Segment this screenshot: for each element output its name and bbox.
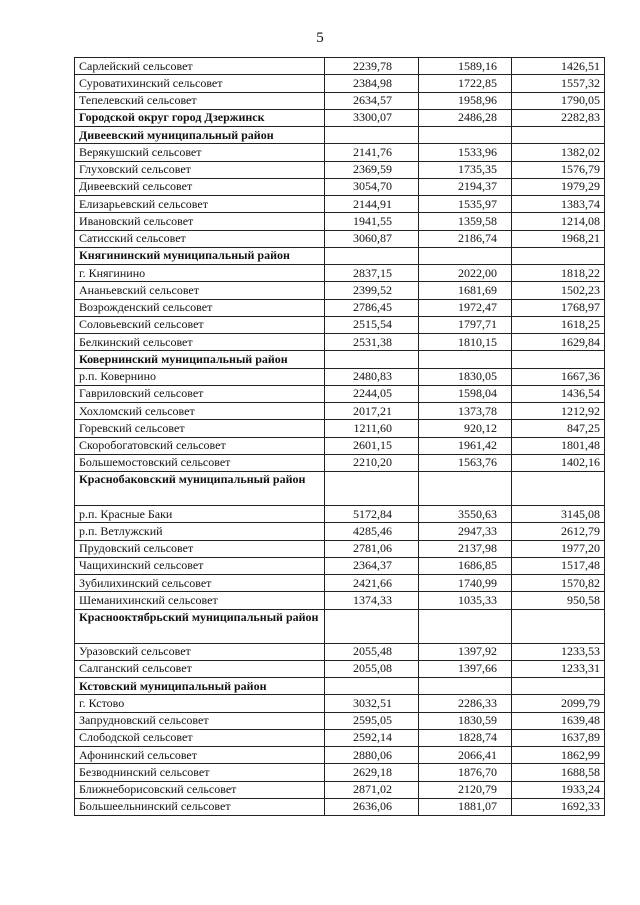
row-value-2-cell: 1359,58 — [419, 213, 512, 230]
row-name-cell: р.п. Ковернино — [75, 368, 325, 385]
table-row — [75, 643, 605, 660]
row-name-cell: Дивеевский сельсовет — [75, 178, 325, 195]
row-name-cell: Городской округ город Дзержинск — [75, 109, 325, 126]
row-value-3-cell: 1382,02 — [512, 144, 605, 161]
row-value-3-cell: 1667,36 — [512, 368, 605, 385]
row-value-3-cell: 1629,84 — [512, 334, 605, 351]
row-value-2-cell: 1740,99 — [419, 575, 512, 592]
row-value-1-cell: 2399,52 — [325, 282, 419, 299]
row-value-3-cell: 1214,08 — [512, 213, 605, 230]
row-value-3-cell: 2099,79 — [512, 695, 605, 712]
row-name-cell: р.п. Красные Баки — [75, 506, 325, 523]
row-value-1-cell — [325, 609, 419, 643]
row-value-1-cell — [325, 351, 419, 368]
row-value-1-cell: 2515,54 — [325, 316, 419, 333]
row-value-2-cell: 1735,35 — [419, 161, 512, 178]
table-row — [75, 523, 605, 540]
row-name-cell: Елизарьевский сельсовет — [75, 196, 325, 213]
row-value-3-cell: 1557,32 — [512, 75, 605, 92]
row-value-2-cell: 1958,96 — [419, 92, 512, 109]
table-body — [75, 58, 605, 816]
table-row — [75, 316, 605, 333]
row-name-cell: Ковернинский муниципальный район — [75, 351, 325, 368]
row-value-2-cell: 2194,37 — [419, 178, 512, 195]
row-name-cell: г. Княгинино — [75, 265, 325, 282]
table-row — [75, 334, 605, 351]
row-value-1-cell: 3054,70 — [325, 178, 419, 195]
row-name-cell: Сатисский сельсовет — [75, 230, 325, 247]
row-value-2-cell: 2120,79 — [419, 781, 512, 798]
row-value-2-cell: 1598,04 — [419, 385, 512, 402]
row-value-1-cell: 4285,46 — [325, 523, 419, 540]
table-row — [75, 385, 605, 402]
row-value-3-cell: 1383,74 — [512, 196, 605, 213]
row-value-3-cell: 1233,31 — [512, 660, 605, 677]
row-value-2-cell: 2066,41 — [419, 747, 512, 764]
row-value-1-cell: 2384,98 — [325, 75, 419, 92]
row-name-cell: Княгининский муниципальный район — [75, 247, 325, 264]
section-header-row — [75, 109, 605, 126]
table-row — [75, 92, 605, 109]
row-value-1-cell: 2239,78 — [325, 58, 419, 75]
table-row — [75, 58, 605, 75]
row-value-2-cell: 1535,97 — [419, 196, 512, 213]
row-value-1-cell: 3060,87 — [325, 230, 419, 247]
row-value-3-cell — [512, 472, 605, 506]
row-value-1-cell: 2055,48 — [325, 643, 419, 660]
row-value-3-cell: 1436,54 — [512, 385, 605, 402]
table-row — [75, 75, 605, 92]
table-row — [75, 230, 605, 247]
row-name-cell: Большеельнинский сельсовет — [75, 798, 325, 815]
row-value-1-cell: 2421,66 — [325, 575, 419, 592]
row-value-1-cell: 3300,07 — [325, 109, 419, 126]
row-value-1-cell: 2055,08 — [325, 660, 419, 677]
row-value-2-cell: 1533,96 — [419, 144, 512, 161]
row-value-3-cell — [512, 678, 605, 695]
table-row — [75, 196, 605, 213]
row-value-3-cell: 1426,51 — [512, 58, 605, 75]
row-value-2-cell: 3550,63 — [419, 506, 512, 523]
row-value-2-cell: 1876,70 — [419, 764, 512, 781]
row-value-2-cell: 2137,98 — [419, 540, 512, 557]
table-row — [75, 420, 605, 437]
row-value-3-cell: 1637,89 — [512, 729, 605, 746]
row-value-2-cell: 1830,59 — [419, 712, 512, 729]
row-value-1-cell: 2480,83 — [325, 368, 419, 385]
row-name-cell: Тепелевский сельсовет — [75, 92, 325, 109]
row-value-1-cell: 1211,60 — [325, 420, 419, 437]
table-row — [75, 660, 605, 677]
row-name-cell: Салганский сельсовет — [75, 660, 325, 677]
table-row — [75, 729, 605, 746]
row-value-2-cell: 1681,69 — [419, 282, 512, 299]
section-header-row — [75, 472, 605, 506]
row-name-cell: Краснооктябрьский муниципальный район — [75, 609, 325, 643]
table-row — [75, 437, 605, 454]
table-row — [75, 575, 605, 592]
section-header-row — [75, 247, 605, 264]
row-name-cell: Афонинский сельсовет — [75, 747, 325, 764]
row-value-1-cell: 5172,84 — [325, 506, 419, 523]
row-value-1-cell — [325, 472, 419, 506]
row-value-3-cell: 1517,48 — [512, 557, 605, 574]
row-value-3-cell: 1233,53 — [512, 643, 605, 660]
row-name-cell: р.п. Ветлужский — [75, 523, 325, 540]
row-value-3-cell: 1639,48 — [512, 712, 605, 729]
row-name-cell: Зубилихинский сельсовет — [75, 575, 325, 592]
row-value-2-cell: 1397,66 — [419, 660, 512, 677]
table-row — [75, 781, 605, 798]
row-value-2-cell — [419, 678, 512, 695]
row-value-3-cell: 1979,29 — [512, 178, 605, 195]
row-value-3-cell: 1768,97 — [512, 299, 605, 316]
row-name-cell: Ближнеборисовский сельсовет — [75, 781, 325, 798]
row-value-1-cell: 2634,57 — [325, 92, 419, 109]
row-value-3-cell: 1968,21 — [512, 230, 605, 247]
table-row — [75, 557, 605, 574]
table-row — [75, 764, 605, 781]
row-value-2-cell — [419, 351, 512, 368]
row-value-3-cell: 2282,83 — [512, 109, 605, 126]
row-value-1-cell: 2601,15 — [325, 437, 419, 454]
row-value-1-cell: 2364,37 — [325, 557, 419, 574]
table-row — [75, 454, 605, 471]
table-row — [75, 282, 605, 299]
table-row — [75, 695, 605, 712]
row-value-3-cell: 847,25 — [512, 420, 605, 437]
row-name-cell: Хохломский сельсовет — [75, 403, 325, 420]
row-name-cell: Прудовский сельсовет — [75, 540, 325, 557]
row-value-2-cell: 2186,74 — [419, 230, 512, 247]
row-value-2-cell — [419, 472, 512, 506]
row-name-cell: Кстовский муниципальный район — [75, 678, 325, 695]
row-name-cell: Дивеевский муниципальный район — [75, 127, 325, 144]
section-header-row — [75, 351, 605, 368]
row-value-2-cell: 2947,33 — [419, 523, 512, 540]
row-value-1-cell: 2244,05 — [325, 385, 419, 402]
row-value-3-cell: 1688,58 — [512, 764, 605, 781]
row-value-1-cell: 2592,14 — [325, 729, 419, 746]
row-value-1-cell: 2141,76 — [325, 144, 419, 161]
table-row — [75, 712, 605, 729]
row-name-cell: Скоробогатовский сельсовет — [75, 437, 325, 454]
row-value-2-cell: 1589,16 — [419, 58, 512, 75]
row-value-3-cell — [512, 351, 605, 368]
row-name-cell: Безводнинский сельсовет — [75, 764, 325, 781]
row-value-3-cell — [512, 247, 605, 264]
row-value-1-cell: 1941,55 — [325, 213, 419, 230]
row-value-3-cell: 1862,99 — [512, 747, 605, 764]
row-value-1-cell: 2595,05 — [325, 712, 419, 729]
section-header-row — [75, 609, 605, 643]
row-value-3-cell — [512, 127, 605, 144]
row-name-cell: г. Кстово — [75, 695, 325, 712]
row-value-1-cell: 2781,06 — [325, 540, 419, 557]
row-value-3-cell: 1502,23 — [512, 282, 605, 299]
row-name-cell: Уразовский сельсовет — [75, 643, 325, 660]
row-name-cell: Большемостовский сельсовет — [75, 454, 325, 471]
row-value-2-cell: 920,12 — [419, 420, 512, 437]
row-value-2-cell: 1828,74 — [419, 729, 512, 746]
table-row — [75, 403, 605, 420]
row-name-cell: Глуховский сельсовет — [75, 161, 325, 178]
row-value-2-cell: 1797,71 — [419, 316, 512, 333]
row-name-cell: Верякушский сельсовет — [75, 144, 325, 161]
row-name-cell: Возрожденский сельсовет — [75, 299, 325, 316]
row-value-3-cell: 1402,16 — [512, 454, 605, 471]
row-value-2-cell: 1810,15 — [419, 334, 512, 351]
row-value-1-cell — [325, 127, 419, 144]
row-value-3-cell: 1801,48 — [512, 437, 605, 454]
table-row — [75, 144, 605, 161]
row-name-cell: Краснобаковский муниципальный район — [75, 472, 325, 506]
row-value-3-cell: 1212,92 — [512, 403, 605, 420]
page-number: 5 — [316, 30, 324, 46]
table-row — [75, 161, 605, 178]
table-row — [75, 798, 605, 815]
row-value-1-cell: 2017,21 — [325, 403, 419, 420]
row-value-1-cell: 2636,06 — [325, 798, 419, 815]
row-value-1-cell: 2786,45 — [325, 299, 419, 316]
row-value-1-cell: 2871,02 — [325, 781, 419, 798]
section-header-row — [75, 678, 605, 695]
table-row — [75, 368, 605, 385]
row-value-2-cell: 1972,47 — [419, 299, 512, 316]
row-value-1-cell: 2880,06 — [325, 747, 419, 764]
row-value-2-cell: 2286,33 — [419, 695, 512, 712]
row-value-3-cell: 3145,08 — [512, 506, 605, 523]
row-value-1-cell: 1374,33 — [325, 592, 419, 609]
row-value-3-cell: 2612,79 — [512, 523, 605, 540]
table-row — [75, 540, 605, 557]
row-value-2-cell: 1722,85 — [419, 75, 512, 92]
section-header-row — [75, 127, 605, 144]
row-value-3-cell: 1570,82 — [512, 575, 605, 592]
table-row — [75, 506, 605, 523]
row-value-3-cell: 1576,79 — [512, 161, 605, 178]
row-value-3-cell: 1790,05 — [512, 92, 605, 109]
row-value-3-cell: 1692,33 — [512, 798, 605, 815]
row-value-2-cell: 2022,00 — [419, 265, 512, 282]
row-name-cell: Ивановский сельсовет — [75, 213, 325, 230]
row-value-2-cell: 1881,07 — [419, 798, 512, 815]
row-value-3-cell: 1618,25 — [512, 316, 605, 333]
row-value-1-cell: 2210,20 — [325, 454, 419, 471]
row-value-1-cell: 2369,59 — [325, 161, 419, 178]
row-name-cell: Белкинский сельсовет — [75, 334, 325, 351]
table-row — [75, 178, 605, 195]
row-value-2-cell: 1397,92 — [419, 643, 512, 660]
row-value-1-cell: 2144,91 — [325, 196, 419, 213]
row-name-cell: Чащихинский сельсовет — [75, 557, 325, 574]
row-value-1-cell: 2531,38 — [325, 334, 419, 351]
row-value-2-cell: 1373,78 — [419, 403, 512, 420]
row-name-cell: Соловьевский сельсовет — [75, 316, 325, 333]
table-row — [75, 592, 605, 609]
row-name-cell: Ананьевский сельсовет — [75, 282, 325, 299]
row-value-1-cell — [325, 678, 419, 695]
data-table — [74, 57, 605, 816]
row-value-3-cell: 1818,22 — [512, 265, 605, 282]
row-value-3-cell: 1977,20 — [512, 540, 605, 557]
table-row — [75, 299, 605, 316]
row-name-cell: Шеманихинский сельсовет — [75, 592, 325, 609]
row-value-2-cell: 1961,42 — [419, 437, 512, 454]
row-value-2-cell: 1563,76 — [419, 454, 512, 471]
row-name-cell: Гавриловский сельсовет — [75, 385, 325, 402]
row-value-2-cell: 1830,05 — [419, 368, 512, 385]
row-value-2-cell — [419, 127, 512, 144]
row-name-cell: Запрудновский сельсовет — [75, 712, 325, 729]
row-value-1-cell — [325, 247, 419, 264]
row-value-1-cell: 2629,18 — [325, 764, 419, 781]
row-name-cell: Сарлейский сельсовет — [75, 58, 325, 75]
row-value-2-cell: 1035,33 — [419, 592, 512, 609]
row-value-2-cell: 2486,28 — [419, 109, 512, 126]
row-value-1-cell: 2837,15 — [325, 265, 419, 282]
table-row — [75, 213, 605, 230]
row-value-3-cell — [512, 609, 605, 643]
table-row — [75, 747, 605, 764]
row-value-2-cell — [419, 247, 512, 264]
row-value-2-cell — [419, 609, 512, 643]
row-value-3-cell: 950,58 — [512, 592, 605, 609]
row-value-3-cell: 1933,24 — [512, 781, 605, 798]
row-name-cell: Слободской сельсовет — [75, 729, 325, 746]
table-row — [75, 265, 605, 282]
row-value-2-cell: 1686,85 — [419, 557, 512, 574]
row-name-cell: Суроватихинский сельсовет — [75, 75, 325, 92]
row-name-cell: Горевский сельсовет — [75, 420, 325, 437]
row-value-1-cell: 3032,51 — [325, 695, 419, 712]
